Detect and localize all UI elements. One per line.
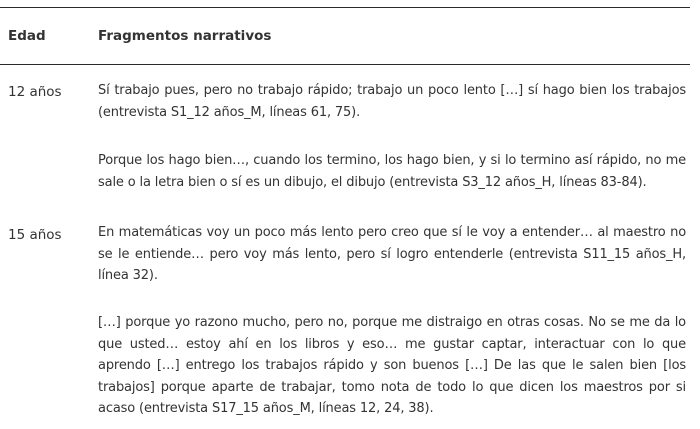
fragment-15-1: En matemáticas voy un poco más lento pero creo que sí le voy a entender… al maestro no se le entiende… pero voy más lento, pero sí logro entenderle (entrevista S11_15 años_H, línea 32). xyxy=(98,225,686,283)
fragment-15-2: […] porque yo razono mucho, pero no, porque me distraigo en otras cosas. No se me da lo que usted… estoy ahí en los libros y eso… me gustar captar, interactuar con lo que aprendo […] entrego los trabajos rápido y son buenos […] De las que le salen bien [los trabajos] porque aparte de trabajar, tomo nota de todo lo que dicen los maestros por si acaso (entrevista S17_15 años_M, líneas 12, 24, 38). xyxy=(98,315,686,416)
header-fragments: Fragmentos narrativos xyxy=(98,28,272,44)
fragment-12-2: Porque los hago bien…, cuando los termino, los hago bien, y si lo termino así rápido, no me sale o la letra bien o sí es un dibujo, el dibujo (entrevista S3_12 años_H, líneas 83-84). xyxy=(98,153,686,190)
fragment-12-1: Sí trabajo pues, pero no trabajo rápido; trabajo un poco lento […] sí hago bien los trabajos (entrevista S1_12 años_M, líneas 61, 75). xyxy=(98,83,686,120)
row-age-15: 15 años xyxy=(8,227,62,243)
row-age-12: 12 años xyxy=(8,84,62,100)
table-header-rule xyxy=(0,64,690,65)
table-top-rule xyxy=(0,7,690,8)
header-age: Edad xyxy=(8,28,46,44)
